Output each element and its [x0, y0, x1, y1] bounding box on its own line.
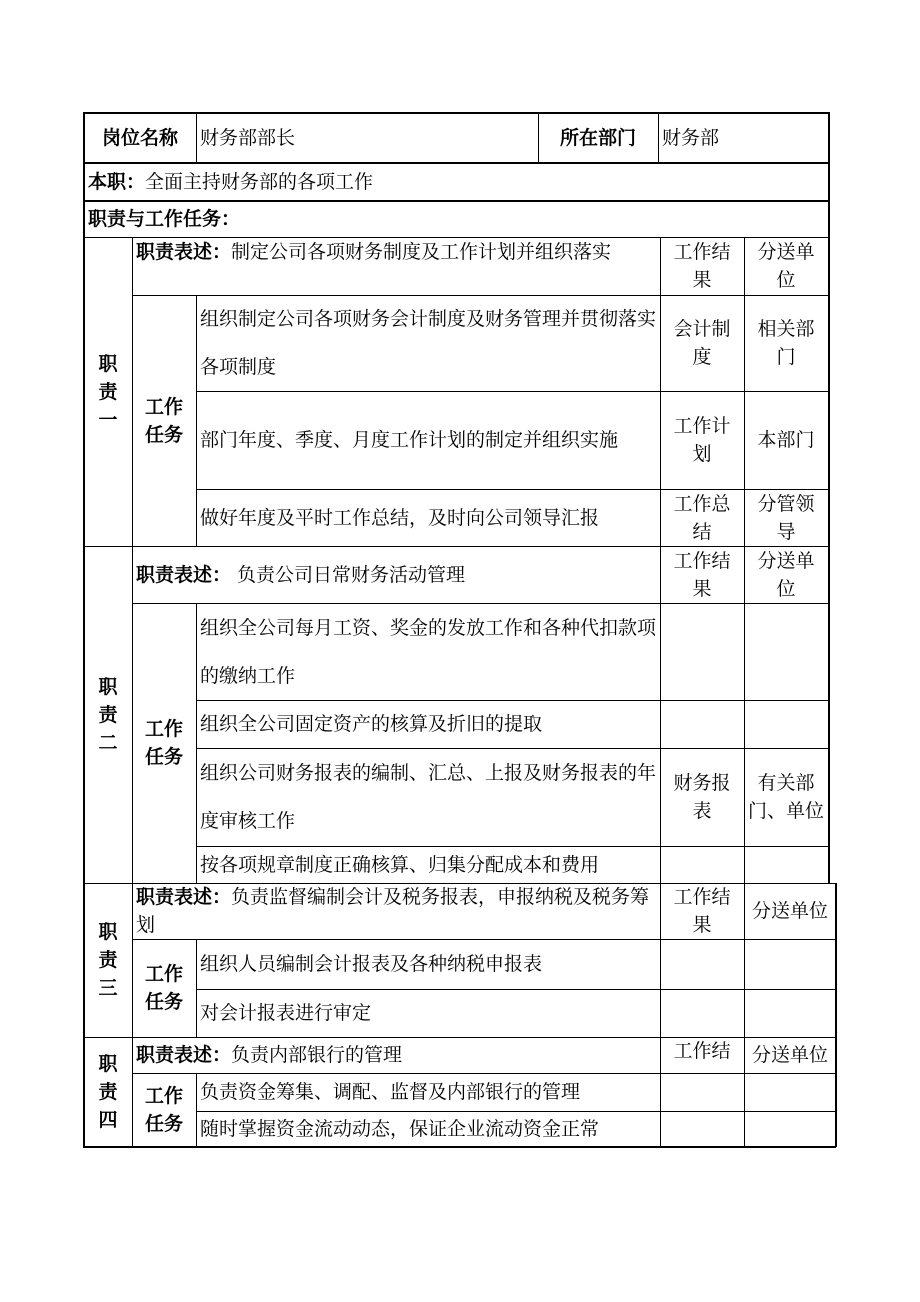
duty-label: 本职：: [88, 171, 146, 193]
resp1-task-2: 部门年度、季度、月度工作计划的制定并组织实施: [200, 429, 619, 451]
position-value: 财务部部长: [200, 127, 296, 149]
resp2-task-4: 按各项规章制度正确核算、归集分配成本和费用: [200, 853, 600, 876]
resp2-task-2: 组织全公司固定资产的核算及折旧的提取: [200, 713, 543, 735]
row-line: [196, 700, 830, 701]
row-line: [84, 546, 830, 547]
col-line: [196, 1073, 197, 1147]
resp4-name: 职 责 四: [98, 1053, 118, 1131]
resp3-task-label: 工作 任务: [144, 963, 183, 1013]
resp4-send-header: 分送单位: [751, 1044, 828, 1066]
resp4-desc: 职责表述： 负责内部银行的管理: [136, 1044, 403, 1066]
col-line: [132, 1037, 133, 1147]
dept-value: 财务部: [662, 127, 720, 149]
row-line: [132, 939, 836, 940]
resp4-task-1: 负责资金筹集、调配、监督及内部银行的管理: [200, 1081, 581, 1103]
resp2-task-3-send: 有关部门、单位: [747, 772, 824, 822]
resp2-task-1: 组织全公司每月工资、奖金的发放工作和各种代扣款项的缴纳工作: [200, 616, 657, 687]
resp1-desc: 职责表述：制定公司各项财务制度及工作计划并组织落实: [136, 241, 612, 263]
row-line: [132, 1073, 836, 1074]
resp3-result-header: 工作结果: [673, 886, 731, 936]
col-line: [658, 113, 659, 163]
col-line: [196, 939, 197, 1037]
resp4-task-label: 工作 任务: [144, 1085, 183, 1135]
col-line: [196, 603, 197, 883]
resp1-task-1: 组织制定公司各项财务会计制度及财务管理并贯彻落实各项制度: [200, 308, 657, 378]
resp1-task-2-result: 工作计划: [673, 415, 731, 465]
col-line: [538, 113, 539, 163]
row-line: [84, 1037, 836, 1038]
col-line: [744, 237, 745, 1147]
row-line: [196, 748, 830, 749]
resp2-result-header: 工作结果: [673, 549, 731, 600]
row-line: [196, 846, 830, 847]
resp2-desc: 职责表述： 负责公司日常财务活动管理: [136, 563, 466, 586]
resp1-task-3: 做好年度及平时工作总结，及时向公司领导汇报: [200, 506, 600, 529]
duty-row: [84, 163, 828, 201]
row-line: [132, 603, 830, 604]
resp4-result-header: 工作结: [673, 1040, 731, 1062]
row-line: [196, 391, 830, 392]
resp1-task-2-send: 本部门: [757, 429, 815, 451]
resp3-task-1: 组织人员编制会计报表及各种纳税申报表: [200, 953, 543, 975]
duty-value: 全面主持财务部的各项工作: [145, 171, 374, 193]
row-line: [196, 1111, 836, 1112]
resp1-task-1-result: 会计制度: [673, 318, 731, 368]
resp1-task-3-result: 工作总结: [673, 492, 731, 543]
row-line: [84, 237, 830, 238]
row-line: [196, 989, 836, 990]
row-line: [196, 489, 830, 490]
table-border-right-upper: [828, 112, 830, 883]
resp1-send-header: 分送单位: [757, 241, 815, 291]
row-line: [84, 200, 830, 202]
resp1-task-3-send: 分管领导: [757, 492, 815, 543]
resp1-name: 职 责 一: [98, 352, 118, 431]
resp1-result-header: 工作结果: [673, 241, 731, 291]
col-line: [196, 113, 197, 163]
dept-label: 所在部门: [559, 127, 636, 149]
resp4-task-2: 随时掌握资金流动动态，保证企业流动资金正常: [200, 1118, 600, 1140]
resp2-task-label: 工作 任务: [144, 718, 183, 768]
resp2-task-3: 组织公司财务报表的编制、汇总、上报及财务报表的年度审核工作: [200, 762, 657, 832]
col-line: [660, 237, 661, 1147]
resp2-name: 职 责 二: [98, 675, 118, 754]
resp3-name: 职 责 三: [98, 921, 118, 999]
row-line: [84, 883, 836, 884]
resp3-task-2: 对会计报表进行审定: [200, 1002, 372, 1024]
duties-title: 职责与工作任务：: [88, 208, 241, 230]
position-label: 岗位名称: [101, 127, 178, 149]
resp2-send-header: 分送单位: [757, 549, 815, 600]
col-line: [196, 295, 197, 546]
resp2-task-3-result: 财务报表: [673, 772, 731, 822]
row-line: [132, 295, 830, 296]
resp3-send-header: 分送单位: [751, 900, 828, 922]
col-line: [132, 237, 133, 1037]
table-border-right-lower: [835, 883, 837, 1147]
resp1-task-1-send: 相关部门: [757, 318, 815, 368]
resp3-desc: 职责表述：负责监督编制会计及税务报表，申报纳税及税务筹划: [136, 886, 650, 936]
table-border-left: [83, 112, 85, 1148]
resp1-task-label: 工作 任务: [144, 395, 183, 446]
